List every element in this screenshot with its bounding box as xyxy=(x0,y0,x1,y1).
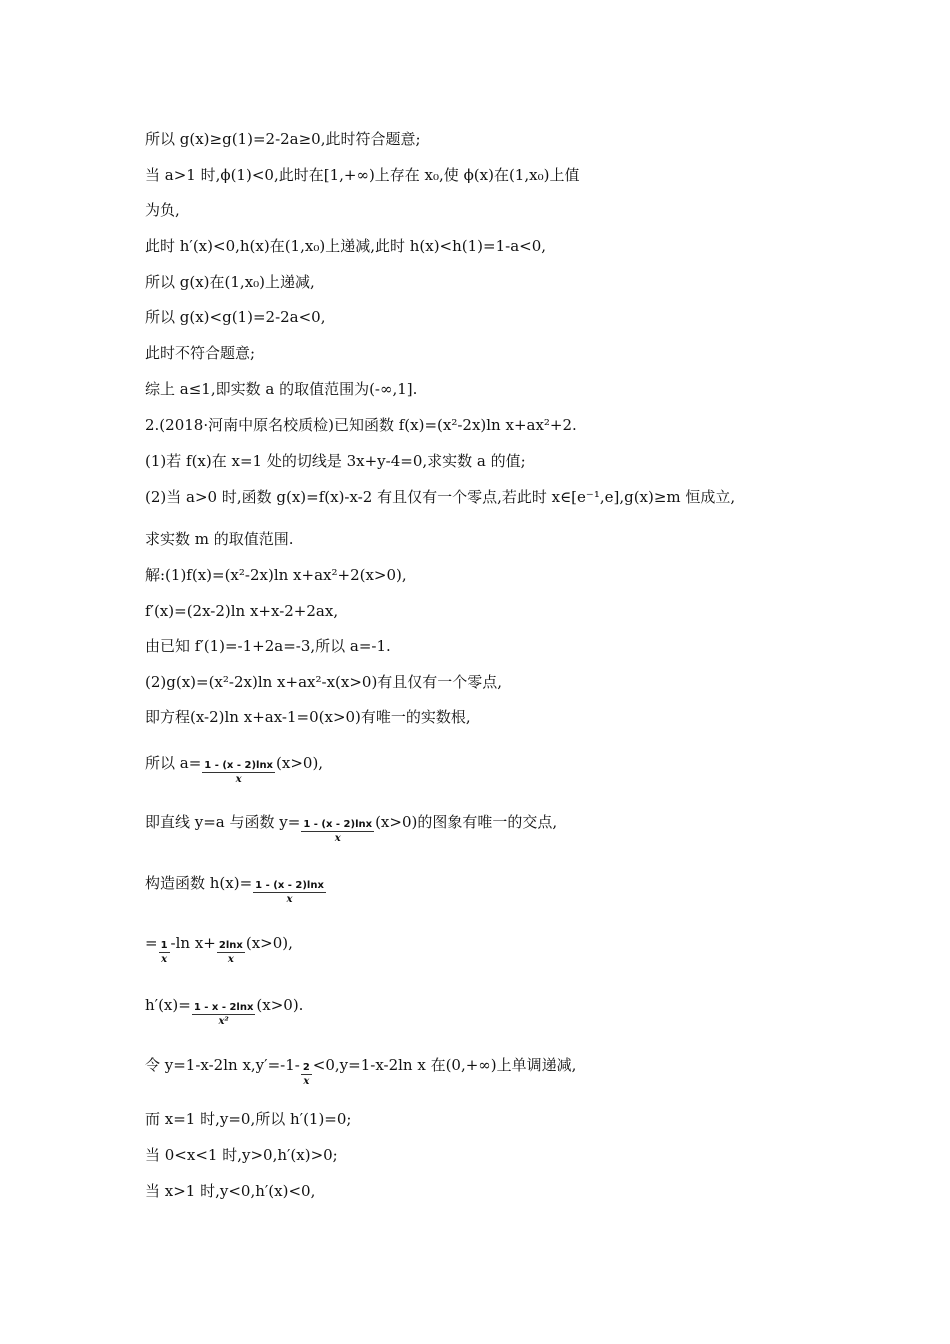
text-span: (x>0), xyxy=(245,934,293,952)
fraction-numerator: 2lnx xyxy=(218,940,243,951)
formula-line xyxy=(145,1052,577,1087)
fraction-denominator: x xyxy=(286,894,293,905)
fraction-numerator: 2 xyxy=(302,1062,310,1073)
text-span: -ln x+ xyxy=(170,934,216,952)
text-line: 所以 g(x)≥g(1)=2-2a≥0,此时符合题意; xyxy=(145,130,421,148)
problem-statement: 2.(2018·河南中原名校质检)已知函数 f(x)=(x²-2x)ln x+ax²+2. xyxy=(145,416,577,434)
text-span: 令 y=1-x-2ln x,y′=-1- xyxy=(145,1056,300,1074)
fraction-numerator: 1 - (x - 2)lnx xyxy=(255,880,324,891)
fraction-denominator: x xyxy=(334,833,341,844)
fraction-denominator: x xyxy=(227,954,234,965)
fraction xyxy=(202,759,275,787)
text-span: 即直线 y=a 与函数 y= xyxy=(145,813,301,831)
fraction-denominator: x² xyxy=(218,1016,229,1027)
text-line: (2)当 a>0 时,函数 g(x)=f(x)-x-2 有且仅有一个零点,若此时 x∈[e⁻¹,e],g(x)≥m 恒成立, xyxy=(145,488,736,506)
text-line: 此时 h′(x)<0,h(x)在(1,x₀)上递减,此时 h(x)<h(1)=1-a<0, xyxy=(145,237,547,255)
formula-line xyxy=(145,870,327,905)
text-line: 而 x=1 时,y=0,所以 h′(1)=0; xyxy=(145,1110,352,1128)
fraction xyxy=(253,879,326,907)
fraction xyxy=(301,1061,312,1089)
fraction xyxy=(217,939,245,967)
text-span: = xyxy=(145,934,158,952)
fraction xyxy=(192,1001,256,1029)
text-line: (2)g(x)=(x²-2x)ln x+ax²-x(x>0)有且仅有一个零点, xyxy=(145,673,503,691)
fraction-denominator: x xyxy=(235,774,242,785)
text-span: (x>0), xyxy=(276,754,324,772)
text-span: 构造函数 h(x)= xyxy=(145,874,253,892)
text-line: 当 0<x<1 时,y>0,h′(x)>0; xyxy=(145,1146,338,1164)
text-line: 即方程(x-2)ln x+ax-1=0(x>0)有唯一的实数根, xyxy=(145,708,471,726)
text-line: 所以 g(x)在(1,x₀)上递减, xyxy=(145,273,315,291)
text-line: 当 a>1 时,ϕ(1)<0,此时在[1,+∞)上存在 x₀,使 ϕ(x)在(1,x₀)上值 xyxy=(145,166,580,184)
text-line: f′(x)=(2x-2)ln x+x-2+2ax, xyxy=(145,602,339,620)
text-line: 所以 g(x)<g(1)=2-2a<0, xyxy=(145,308,326,326)
fraction xyxy=(159,939,170,967)
text-span: (x>0)的图象有唯一的交点, xyxy=(375,813,558,831)
fraction-numerator: 1 - x - 2lnx xyxy=(193,1002,254,1013)
formula-line xyxy=(145,809,558,844)
fraction-denominator: x xyxy=(161,954,168,965)
text-span: (x>0). xyxy=(256,996,304,1014)
text-span: h′(x)= xyxy=(145,996,191,1014)
fraction-numerator: 1 xyxy=(160,940,168,951)
formula-line xyxy=(145,750,324,785)
text-line: 由已知 f′(1)=-1+2a=-3,所以 a=-1. xyxy=(145,637,391,655)
formula-line xyxy=(145,930,293,965)
fraction-numerator: 1 - (x - 2)lnx xyxy=(204,760,274,771)
text-line: (1)若 f(x)在 x=1 处的切线是 3x+y-4=0,求实数 a 的值; xyxy=(145,452,526,470)
formula-line xyxy=(145,992,304,1027)
text-span: <0,y=1-x-2ln x 在(0,+∞)上单调递减, xyxy=(312,1056,577,1074)
text-line: 综上 a≤1,即实数 a 的取值范围为(-∞,1]. xyxy=(145,380,418,398)
fraction-numerator: 1 - (x - 2)lnx xyxy=(303,819,373,830)
fraction xyxy=(301,818,374,846)
text-line: 为负, xyxy=(145,201,180,219)
text-line: 求实数 m 的取值范围. xyxy=(145,530,294,548)
fraction-denominator: x xyxy=(303,1076,310,1087)
text-span: 所以 a= xyxy=(145,754,202,772)
solution-start: 解:(1)f(x)=(x²-2x)ln x+ax²+2(x>0), xyxy=(145,566,407,584)
text-line: 当 x>1 时,y<0,h′(x)<0, xyxy=(145,1182,316,1200)
text-line: 此时不符合题意; xyxy=(145,344,256,362)
